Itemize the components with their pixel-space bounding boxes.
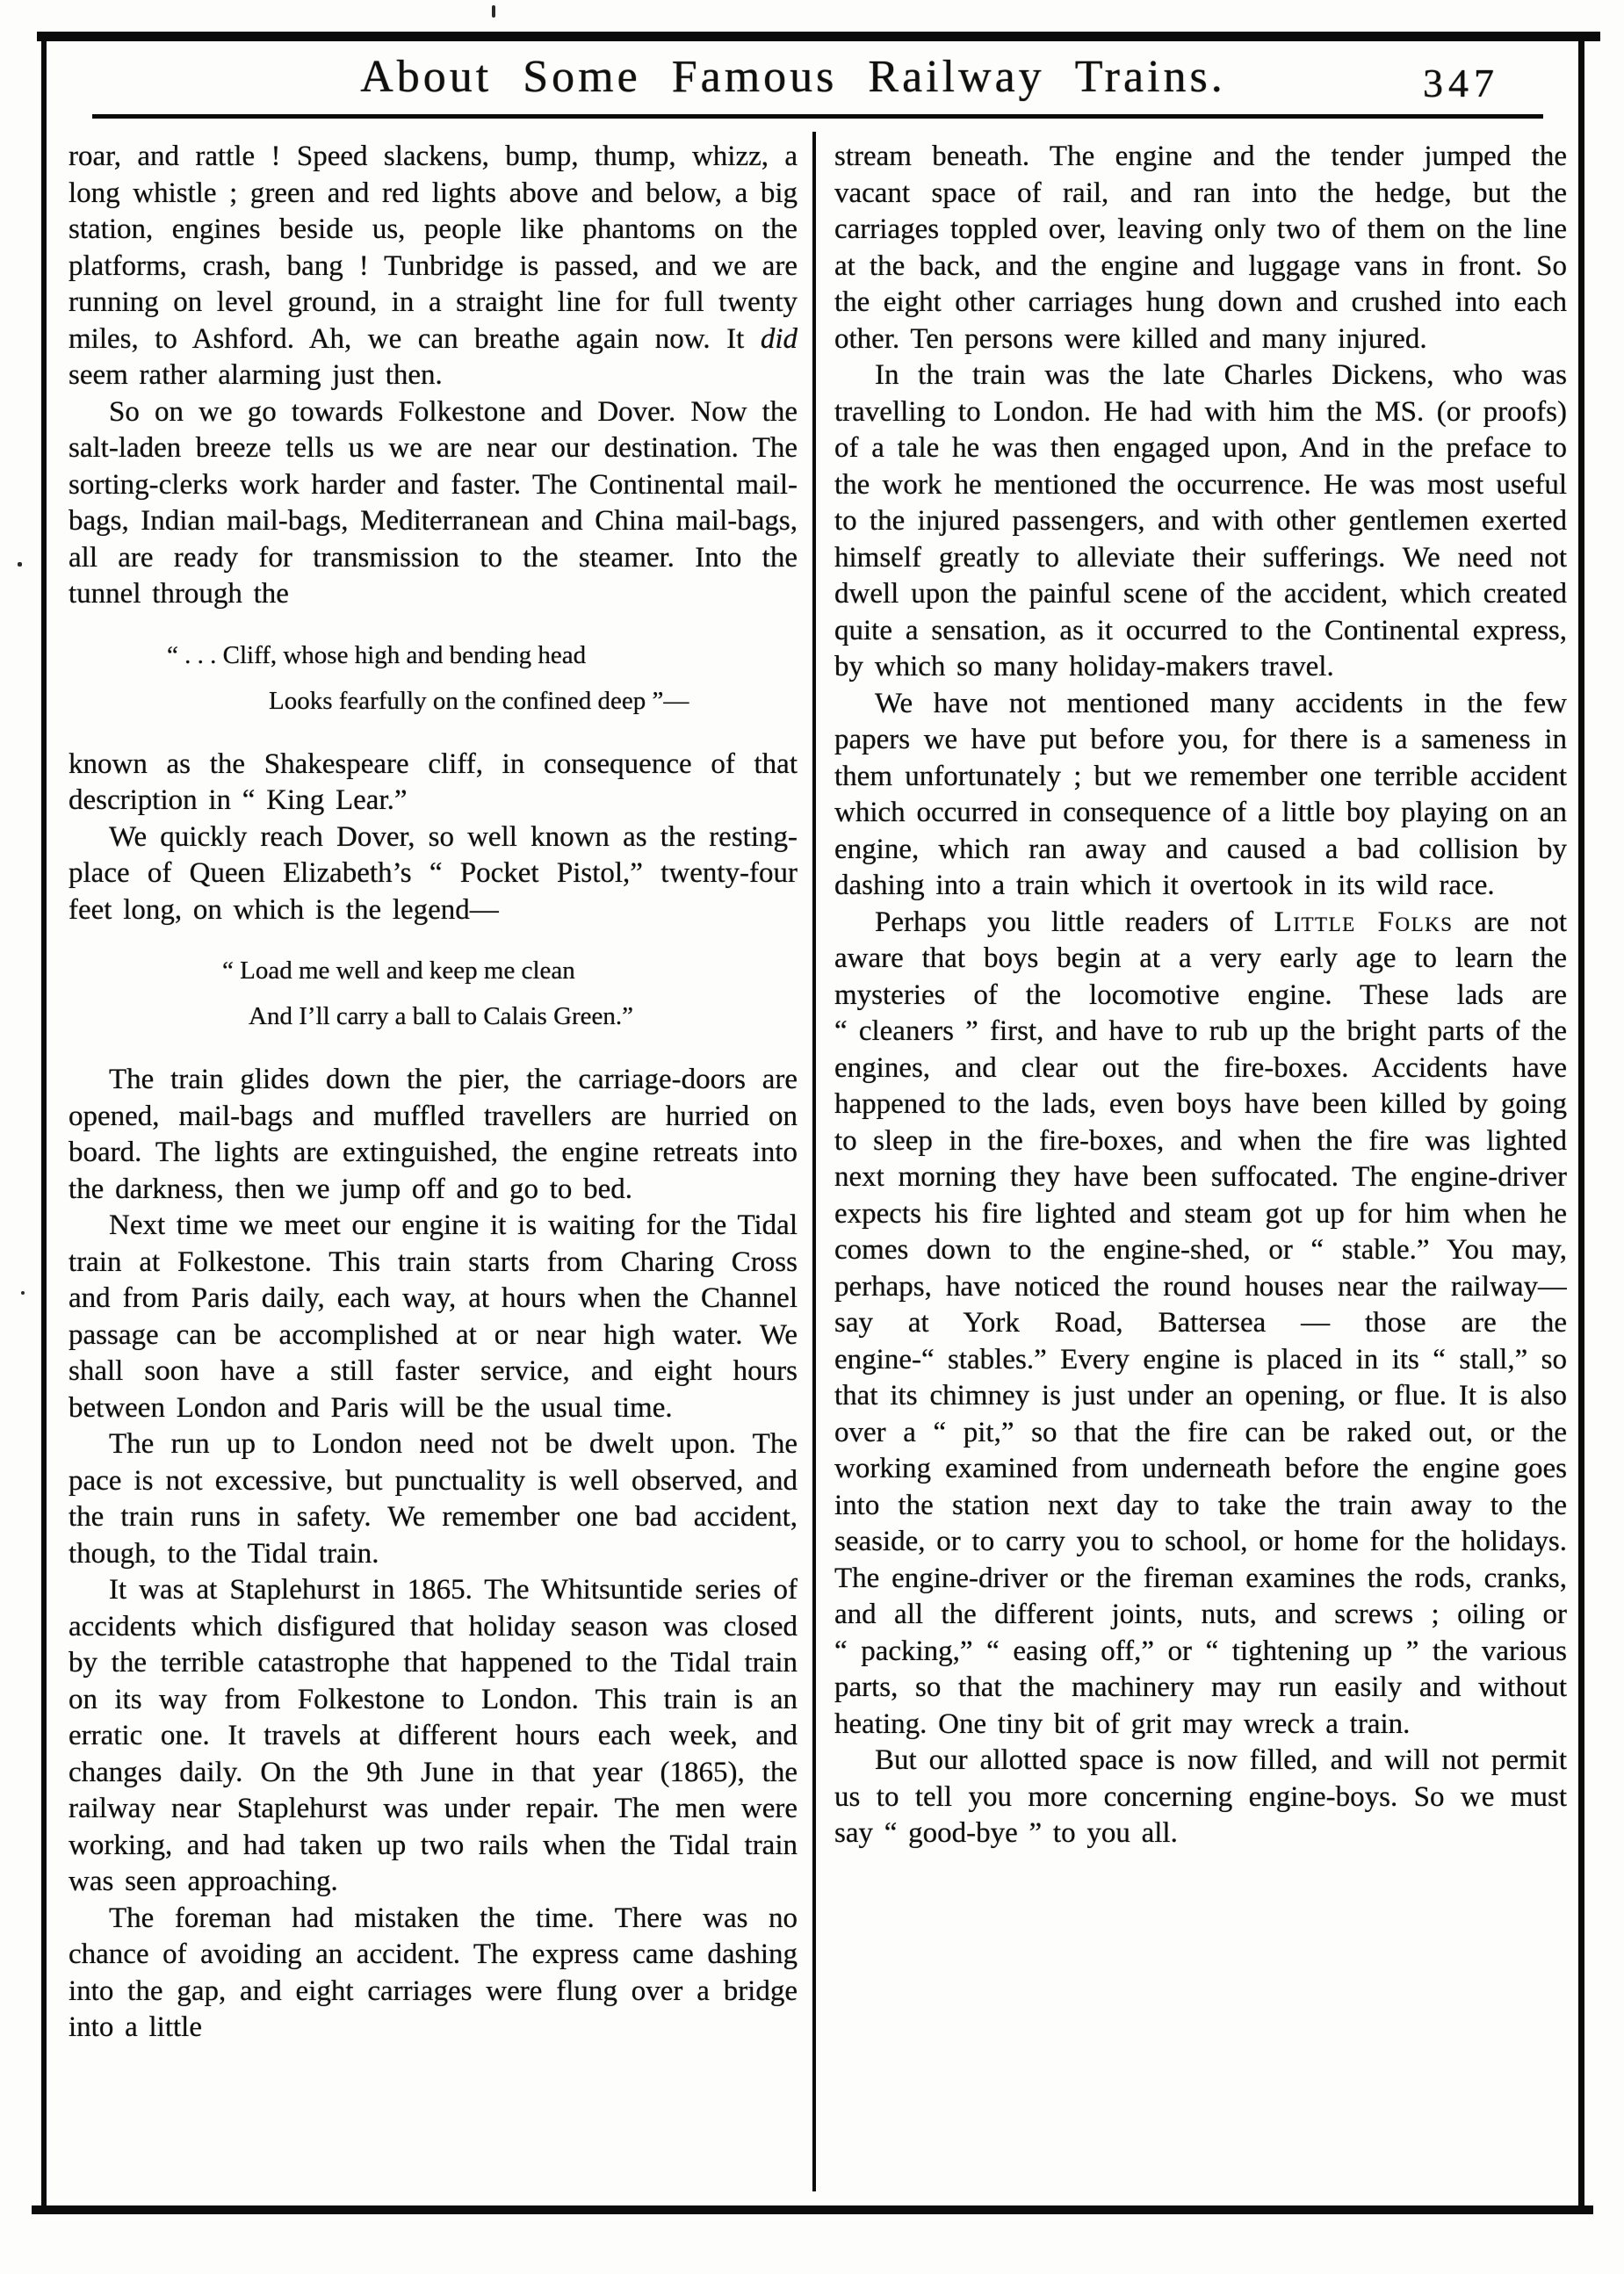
verse-quotation (69, 632, 798, 724)
body-text: We have not mentioned many accidents in the few papers we have put before you, for there is a sameness in them unfortunately ; but we remember one terrible accident which occurred in consequence of a little boy playing on an engine, which ran away and caused a bad collision by dashing into a train which it overtook in its wild race. (834, 687, 1567, 901)
paragraph (834, 357, 1567, 686)
body-text: But our allotted space is now filled, and will not permit us to tell you more concerning engine-boys. So we must say “ good-bye ” to you all. (834, 1744, 1567, 1849)
paragraph (834, 905, 1567, 1743)
verse-quotation (69, 948, 798, 1039)
body-text: So on we go towards Folkestone and Dover. Now the salt-laden breeze tells us we are near our destination. The sorting-clerks work harder and faster. The Continental mail-bags, Indian mail-bags, Mediterranean and China mail-bags, all are ready for transmission to the steamer. Into the tunnel through the (69, 395, 798, 610)
paragraph (834, 1743, 1567, 1852)
page-border-right (1578, 32, 1584, 2214)
paragraph (69, 139, 798, 394)
italic-text: did (760, 322, 798, 355)
body-text: It was at Staplehurst in 1865. The Whitsuntide series of accidents which disfigured that holiday season was closed by the terrible catastrophe that happened to the Tidal train on its way from Folkestone to London. This train is an erratic one. It travels at different hours each week, and changes daily. On the 9th June in that year (1865), the railway near Staplehurst was under repair. The men were working, and had taken up two rails when the Tidal train was seen approaching. (69, 1574, 798, 1897)
column-divider (812, 132, 816, 2191)
verse-line: Looks fearfully on the confined deep ”— (269, 686, 689, 715)
paragraph (69, 1901, 798, 2047)
paragraph (69, 1062, 798, 1208)
paragraph (69, 747, 798, 819)
body-text: The foreman had mistaken the time. There was no chance of avoiding an accident. The express came dashing into the gap, and eight carriages were flung over a bridge into a little (69, 1902, 798, 2043)
body-text: known as the Shakespeare cliff, in consequence of that description in “ King Lear.” (69, 747, 798, 816)
body-text: are not aware that boys begin at a very early age to learn the mysteries of the locomotive engine. These lads are “ cleaners ” first, and have to rub up the bright parts of the engines, and clear out the fire-boxes. Accidents have happened to the lads, even boys have been killed by going to sleep in the fire-boxes, and when the fire was lighted next morning they have been suffocated. The engine-driver expects his fire lighted and steam got up for him when he comes down to the engine-shed, or “ stable.” You may, perhaps, have noticed the round houses near the railway—say at York Road, Battersea — those are the engine-“ stables.” Every engine is placed in its “ stall,” so that its chimney is just under an opening, or flue. It is also over a “ pit,” so that the fire can be raked out, or the working examined from underneath before the engine goes into the station next day to take the train away to the seaside, or to carry you to school, or home for the holidays. The engine-driver or the fireman examines the rods, cranks, and all the different joints, nuts, and screws ; oiling or “ packing,” “ easing off,” or “ tightening up ” the various parts, so that the machinery may run easily and without heating. One tiny bit of grit may wreck a train. (834, 906, 1567, 1740)
header-rule (92, 114, 1543, 119)
page-border-bottom (32, 2205, 1593, 2214)
body-text: seem rather alarming just then. (69, 359, 443, 391)
page-title: About Some Famous Railway Trains. (360, 52, 1226, 102)
page-border-top (37, 32, 1600, 41)
page-border-left (41, 32, 47, 2214)
body-text: roar, and rattle ! Speed slackens, bump, thump, whizz, a long whistle ; green and red lights above and below, a big station, engines beside us, people like phantoms on the platforms, crash, bang ! Tunbridge is passed, and we are running on level ground, in a straight line for full twenty miles, to Ashford. Ah, we can breathe again now. It (69, 141, 798, 355)
scan-speck (21, 1291, 25, 1295)
page-number: 347 (1423, 61, 1499, 105)
column-right (834, 139, 1567, 2203)
scan-speck (18, 562, 22, 567)
body-text: stream beneath. The engine and the tender jumped the vacant space of rail, and ran into the hedge, but the carriages toppled over, leaving only two of them on the line at the back, and the engine and luggage vans in front. So the eight other carriages hung down and crushed into each other. Ten persons were killed and many injured. (834, 141, 1567, 355)
paragraph (834, 139, 1567, 357)
paragraph (69, 394, 798, 613)
body-text: In the train was the late Charles Dickens, who was travelling to London. He had with him the MS. (or proofs) of a tale he was then engaged upon, And in the preface to the work he mentioned the occurrence. He was most useful to the injured passengers, and with other gentlemen exerted himself greatly to alleviate their sufferings. We need not dwell upon the painful scene of the accident, which created quite a sensation, as it occurred to the Continental express, by which so many holiday-makers travel. (834, 359, 1567, 682)
paragraph (69, 1572, 798, 1901)
paragraph (834, 686, 1567, 905)
verse-line: “ . . . Cliff, whose high and bending head (167, 640, 587, 669)
body-text: The train glides down the pier, the carriage-doors are opened, mail-bags and muffled travellers are hurried on board. The lights are extinguished, the engine retreats into the darkness, then we jump off and go to bed. (69, 1064, 798, 1205)
body-text: The run up to London need not be dwelt upon. The pace is not excessive, but punctuality is well observed, and the train runs in safety. We remember one bad accident, though, to the Tidal train. (69, 1428, 798, 1570)
verse-line: “ Load me well and keep me clean (222, 957, 575, 985)
paragraph (69, 819, 798, 929)
body-text: Perhaps you little readers of (875, 906, 1274, 938)
paragraph (69, 1208, 798, 1426)
verse-line: And I’ll carry a ball to Calais Green.” (249, 1002, 634, 1030)
body-text: We quickly reach Dover, so well known as the resting-place of Queen Elizabeth’s “ Pocket Pistol,” twenty-four feet long, on which is the legend— (69, 820, 798, 926)
smallcaps-text: Little Folks (1274, 906, 1454, 938)
column-left (69, 139, 798, 2203)
paragraph (69, 1426, 798, 1572)
body-text: Next time we meet our engine it is waiting for the Tidal train at Folkestone. This train starts from Charing Cross and from Paris daily, each way, at hours when the Channel passage can be accomplished at or near high water. We shall soon have a still faster service, and eight hours between London and Paris will be the usual time. (69, 1209, 798, 1424)
scan-speck (492, 5, 495, 18)
